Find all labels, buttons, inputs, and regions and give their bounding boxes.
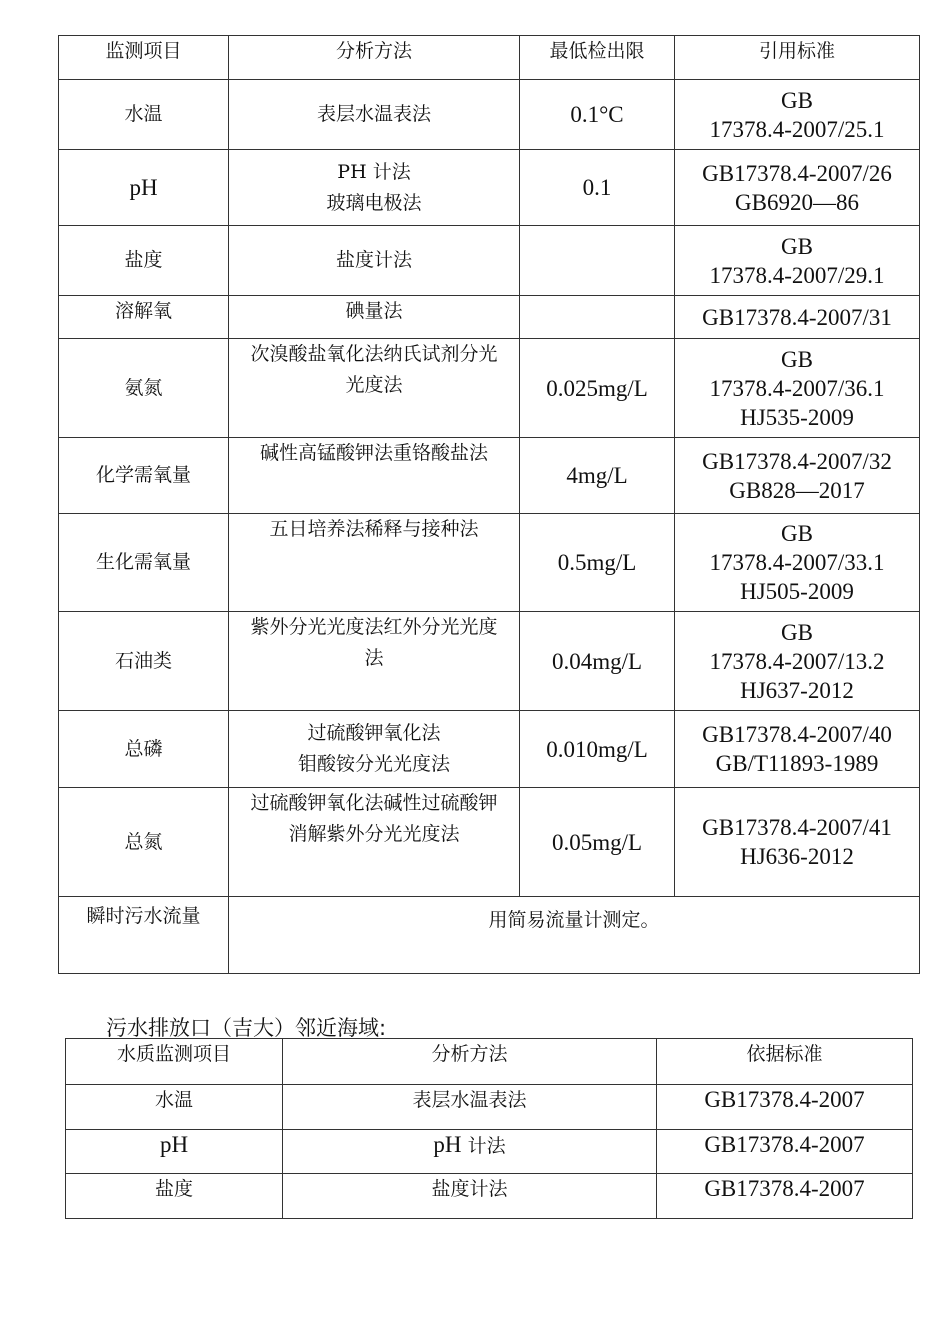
method-line: 表层水温表法 xyxy=(316,103,431,125)
method-line: 消解紫外分光光度法 xyxy=(288,823,460,845)
item-cell: 瞬时污水流量 xyxy=(59,897,229,974)
limit-cell: 0.1°C xyxy=(520,80,675,150)
standard-line: HJ535-2009 xyxy=(740,404,854,430)
standard-cell xyxy=(675,296,920,339)
standard-cell xyxy=(675,150,920,226)
standard-line: 17378.4-2007/33.1 xyxy=(709,550,885,575)
header-item: 监测项目 xyxy=(59,36,229,80)
standard-line: GB xyxy=(781,521,813,546)
method-cell xyxy=(229,226,520,296)
table-row xyxy=(59,339,920,438)
section-heading: 污水排放口（吉大）邻近海域: xyxy=(106,1016,387,1040)
standard-line: HJ637-2012 xyxy=(740,677,854,703)
header-standard: 引用标准 xyxy=(675,36,920,80)
method-cell xyxy=(229,711,520,788)
table-row xyxy=(59,788,920,897)
limit-cell: 0.5mg/L xyxy=(520,514,675,612)
item-cell: 溶解氧 xyxy=(59,296,229,339)
standard-line: GB17378.4-2007/32 xyxy=(702,448,892,474)
limit-cell: 0.010mg/L xyxy=(520,711,675,788)
table-row xyxy=(59,612,920,711)
method-line: 玻璃电极法 xyxy=(326,191,422,214)
standard-line: GB xyxy=(781,87,813,113)
method-line: 过硫酸钾氧化法碱性过硫酸钾 xyxy=(250,792,498,814)
item-cell: 水温 xyxy=(59,80,229,150)
method-line: PH 计法 xyxy=(337,160,411,183)
standard-line: GB/T11893-1989 xyxy=(715,751,879,776)
method-line: 法 xyxy=(364,647,384,669)
standard-line: GB xyxy=(781,346,813,372)
standard-line: GB xyxy=(781,233,813,259)
method-line: 钼酸铵分光光度法 xyxy=(297,753,450,775)
standard-line: GB17378.4-2007/31 xyxy=(702,304,892,330)
method-cell xyxy=(229,339,520,438)
method-line: 光度法 xyxy=(345,374,403,396)
standard-line: GB17378.4-2007/41 xyxy=(702,815,892,840)
standard-cell xyxy=(675,788,920,897)
method-cell xyxy=(229,514,520,612)
standard-cell xyxy=(675,438,920,514)
item-cell: 水温 xyxy=(66,1085,283,1130)
standard-line: GB17378.4-2007/26 xyxy=(702,160,892,186)
standard-line: HJ636-2012 xyxy=(740,844,854,869)
method-cell: 盐度计法 xyxy=(283,1174,657,1219)
standard-cell xyxy=(675,80,920,150)
item-cell: 化学需氧量 xyxy=(59,438,229,514)
limit-cell xyxy=(520,296,675,339)
limit-cell: 0.025mg/L xyxy=(520,339,675,438)
table-row xyxy=(59,296,920,339)
item-cell: 盐度 xyxy=(66,1174,283,1219)
standard-line: 17378.4-2007/29.1 xyxy=(709,262,885,288)
table-row xyxy=(66,1085,913,1130)
limit-cell: 0.05mg/L xyxy=(520,788,675,897)
standard-line: 17378.4-2007/25.1 xyxy=(709,116,885,142)
item-cell: 氨氮 xyxy=(59,339,229,438)
method-cell xyxy=(229,296,520,339)
table-row xyxy=(59,897,920,974)
method-suffix: 计法 xyxy=(461,1135,506,1157)
standard-cell xyxy=(675,339,920,438)
table-header-row xyxy=(66,1039,913,1085)
method-cell xyxy=(283,1130,657,1174)
table-row xyxy=(59,80,920,150)
standard-line: GB17378.4-2007/40 xyxy=(702,722,892,747)
item-cell: 生化需氧量 xyxy=(59,514,229,612)
item-cell: 石油类 xyxy=(59,612,229,711)
method-line: 盐度计法 xyxy=(335,249,412,271)
header-limit: 最低检出限 xyxy=(520,36,675,80)
standard-line: 17378.4-2007/13.2 xyxy=(709,648,885,674)
method-cell xyxy=(229,612,520,711)
standard-cell xyxy=(675,612,920,711)
item-cell: 总氮 xyxy=(59,788,229,897)
method-cell xyxy=(229,80,520,150)
table-row xyxy=(59,711,920,788)
table-row xyxy=(59,226,920,296)
limit-cell: 0.04mg/L xyxy=(520,612,675,711)
method-line: 碱性高锰酸钾法重铬酸盐法 xyxy=(259,442,488,464)
limit-cell xyxy=(520,226,675,296)
table-row xyxy=(59,514,920,612)
item-cell: pH xyxy=(66,1130,283,1174)
method-cell: 用简易流量计测定。 xyxy=(229,897,920,974)
method-line: 碘量法 xyxy=(345,300,403,322)
standard-line: GB xyxy=(781,619,813,645)
standard-line: 17378.4-2007/36.1 xyxy=(709,375,885,401)
item-cell: pH xyxy=(59,150,229,226)
method-line: 五日培养法稀释与接种法 xyxy=(269,518,479,540)
table-row xyxy=(59,150,920,226)
table-header-row xyxy=(59,36,920,80)
standard-cell: GB17378.4-2007 xyxy=(657,1085,913,1130)
method-line: 次溴酸盐氧化法纳氏试剂分光 xyxy=(250,343,498,365)
header-item: 水质监测项目 xyxy=(66,1039,283,1085)
outfall-monitoring-table xyxy=(65,1038,913,1219)
item-cell: 总磷 xyxy=(59,711,229,788)
method-cell xyxy=(229,438,520,514)
method-prefix: pH xyxy=(433,1132,462,1157)
standard-line: GB828—2017 xyxy=(729,477,865,503)
method-cell xyxy=(229,788,520,897)
standard-cell xyxy=(675,514,920,612)
header-method: 分析方法 xyxy=(229,36,520,80)
limit-cell: 0.1 xyxy=(520,150,675,226)
method-line: 过硫酸钾氧化法 xyxy=(307,722,441,744)
monitoring-methods-table xyxy=(58,35,920,974)
limit-cell: 4mg/L xyxy=(520,438,675,514)
table-row xyxy=(66,1130,913,1174)
method-line: 紫外分光光度法红外分光光度 xyxy=(250,616,498,638)
item-cell: 盐度 xyxy=(59,226,229,296)
standard-line: HJ505-2009 xyxy=(740,579,854,604)
table-row xyxy=(66,1174,913,1219)
standard-line: GB6920—86 xyxy=(735,189,859,215)
header-method: 分析方法 xyxy=(283,1039,657,1085)
table-row xyxy=(59,438,920,514)
standard-cell: GB17378.4-2007 xyxy=(657,1130,913,1174)
standard-cell xyxy=(675,711,920,788)
method-cell xyxy=(229,150,520,226)
method-cell: 表层水温表法 xyxy=(283,1085,657,1130)
header-standard: 依据标准 xyxy=(657,1039,913,1085)
standard-cell xyxy=(675,226,920,296)
standard-cell: GB17378.4-2007 xyxy=(657,1174,913,1219)
